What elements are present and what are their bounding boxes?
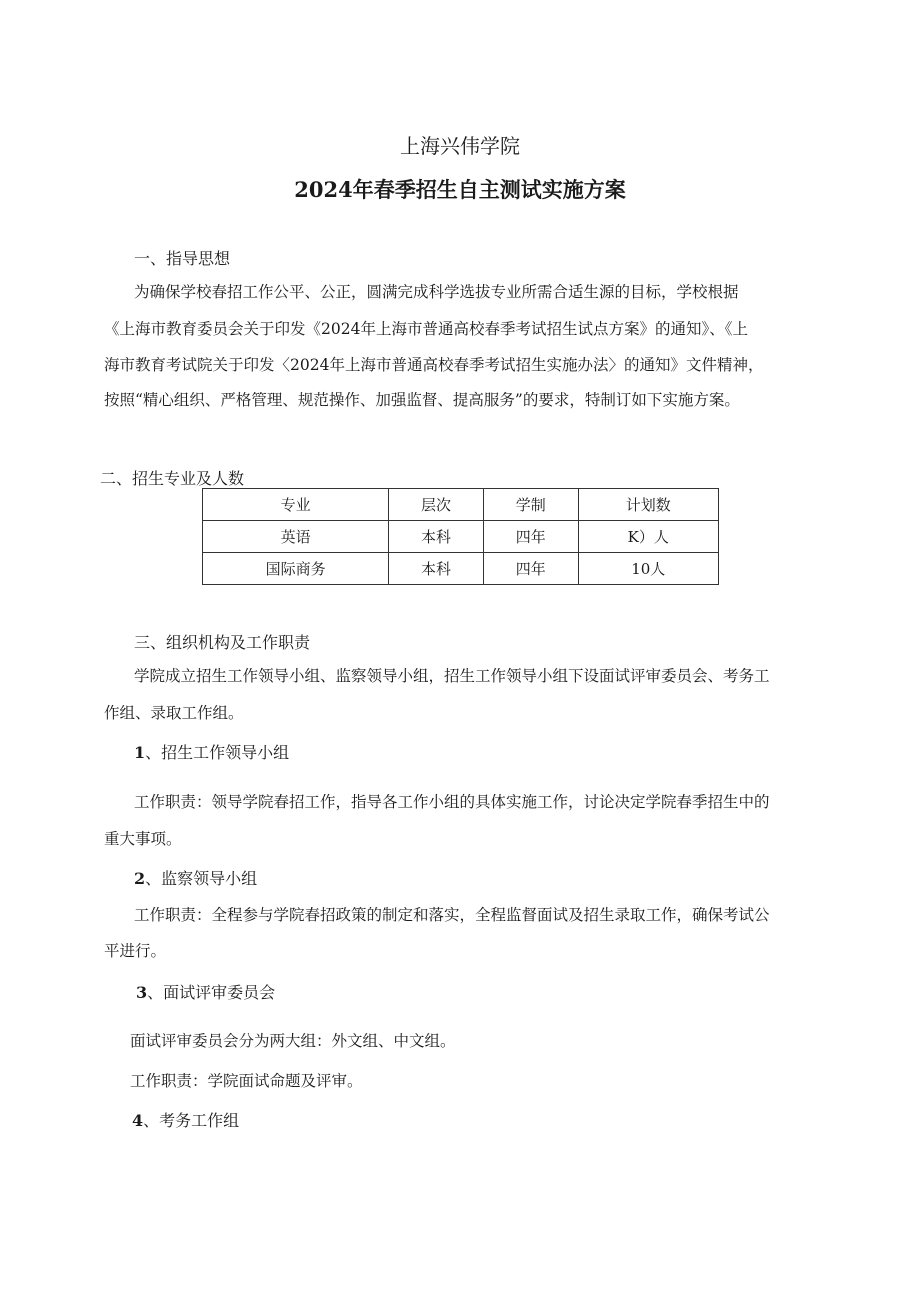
plan-title: 2024年春季招生自主测试实施方案 [294, 177, 626, 202]
table-row [203, 553, 719, 585]
table-cell: K）人 [578, 521, 718, 553]
table-header-cell: 层次 [389, 489, 484, 521]
sub1-line-1: 工作职责：领导学院春招工作，指导各工作小组的具体实施工作，讨论决定学院春季招生中的 [134, 793, 770, 811]
sub3-line-1: 面试评审委员会分为两大组：外文组、中文组。 [130, 1032, 456, 1050]
sub3-title: 、面试评审委员会 [147, 983, 276, 1002]
sub4-title: 、考务工作组 [143, 1111, 240, 1130]
sub3-line-2: 工作职责：学院面试命题及评审。 [130, 1072, 363, 1090]
table-cell: 本科 [389, 553, 484, 585]
sub1-number: 1 [134, 743, 146, 762]
sub4-number: 4 [132, 1111, 144, 1130]
sub2-line-1: 工作职责：全程参与学院春招政策的制定和落实，全程监督面试及招生录取工作，确保考试公 [134, 906, 770, 924]
sub2-number: 2 [134, 869, 146, 888]
section3-intro-2: 作组、录取工作组。 [104, 704, 244, 722]
section3-intro-1: 学院成立招生工作领导小组、监察领导小组，招生工作领导小组下设面试评审委员会、考务工 [134, 667, 770, 685]
sub1-heading [134, 740, 289, 763]
section1-line-3: 海市教育考试院关于印发〈2024年上海市普通高校春季考试招生实施办法〉的通知》文件精神， [104, 356, 764, 374]
section1-line-4: 按照“精心组织、严格管理、规范操作、加强监督、提高服务”的要求，特制订如下实施方案。 [104, 391, 740, 409]
sub4-heading [132, 1108, 239, 1131]
table-header-cell: 学制 [483, 489, 578, 521]
enrollment-table [202, 488, 719, 585]
sub2-heading [134, 866, 257, 889]
table-cell: 本科 [389, 521, 484, 553]
table-cell: 10人 [578, 553, 718, 585]
table-header-cell: 专业 [203, 489, 389, 521]
section2-heading: 二、招生专业及人数 [100, 469, 245, 488]
sub1-line-2: 重大事项。 [104, 830, 182, 848]
section3-heading: 三、组织机构及工作职责 [134, 633, 311, 652]
section1-line-1: 为确保学校春招工作公平、公正，圆满完成科学选拔专业所需合适生源的目标，学校根据 [134, 283, 739, 301]
section1-heading: 一、指导思想 [134, 249, 231, 268]
table-cell: 四年 [483, 553, 578, 585]
table-cell: 英语 [203, 521, 389, 553]
sub2-line-2: 平进行。 [104, 942, 167, 960]
school-title: 上海兴伟学院 [400, 134, 520, 158]
table-header-row [203, 489, 719, 521]
section1-line-2: 《上海市教育委员会关于印发《2024年上海市普通高校春季考试招生试点方案》的通知》、《上 [104, 320, 748, 338]
table-row [203, 521, 719, 553]
sub3-number: 3 [136, 983, 148, 1002]
table-cell: 四年 [483, 521, 578, 553]
sub2-title: 、监察领导小组 [145, 869, 258, 888]
sub1-title: 、招生工作领导小组 [145, 743, 290, 762]
sub3-heading [136, 980, 275, 1003]
table-header-cell: 计划数 [578, 489, 718, 521]
table-cell: 国际商务 [203, 553, 389, 585]
